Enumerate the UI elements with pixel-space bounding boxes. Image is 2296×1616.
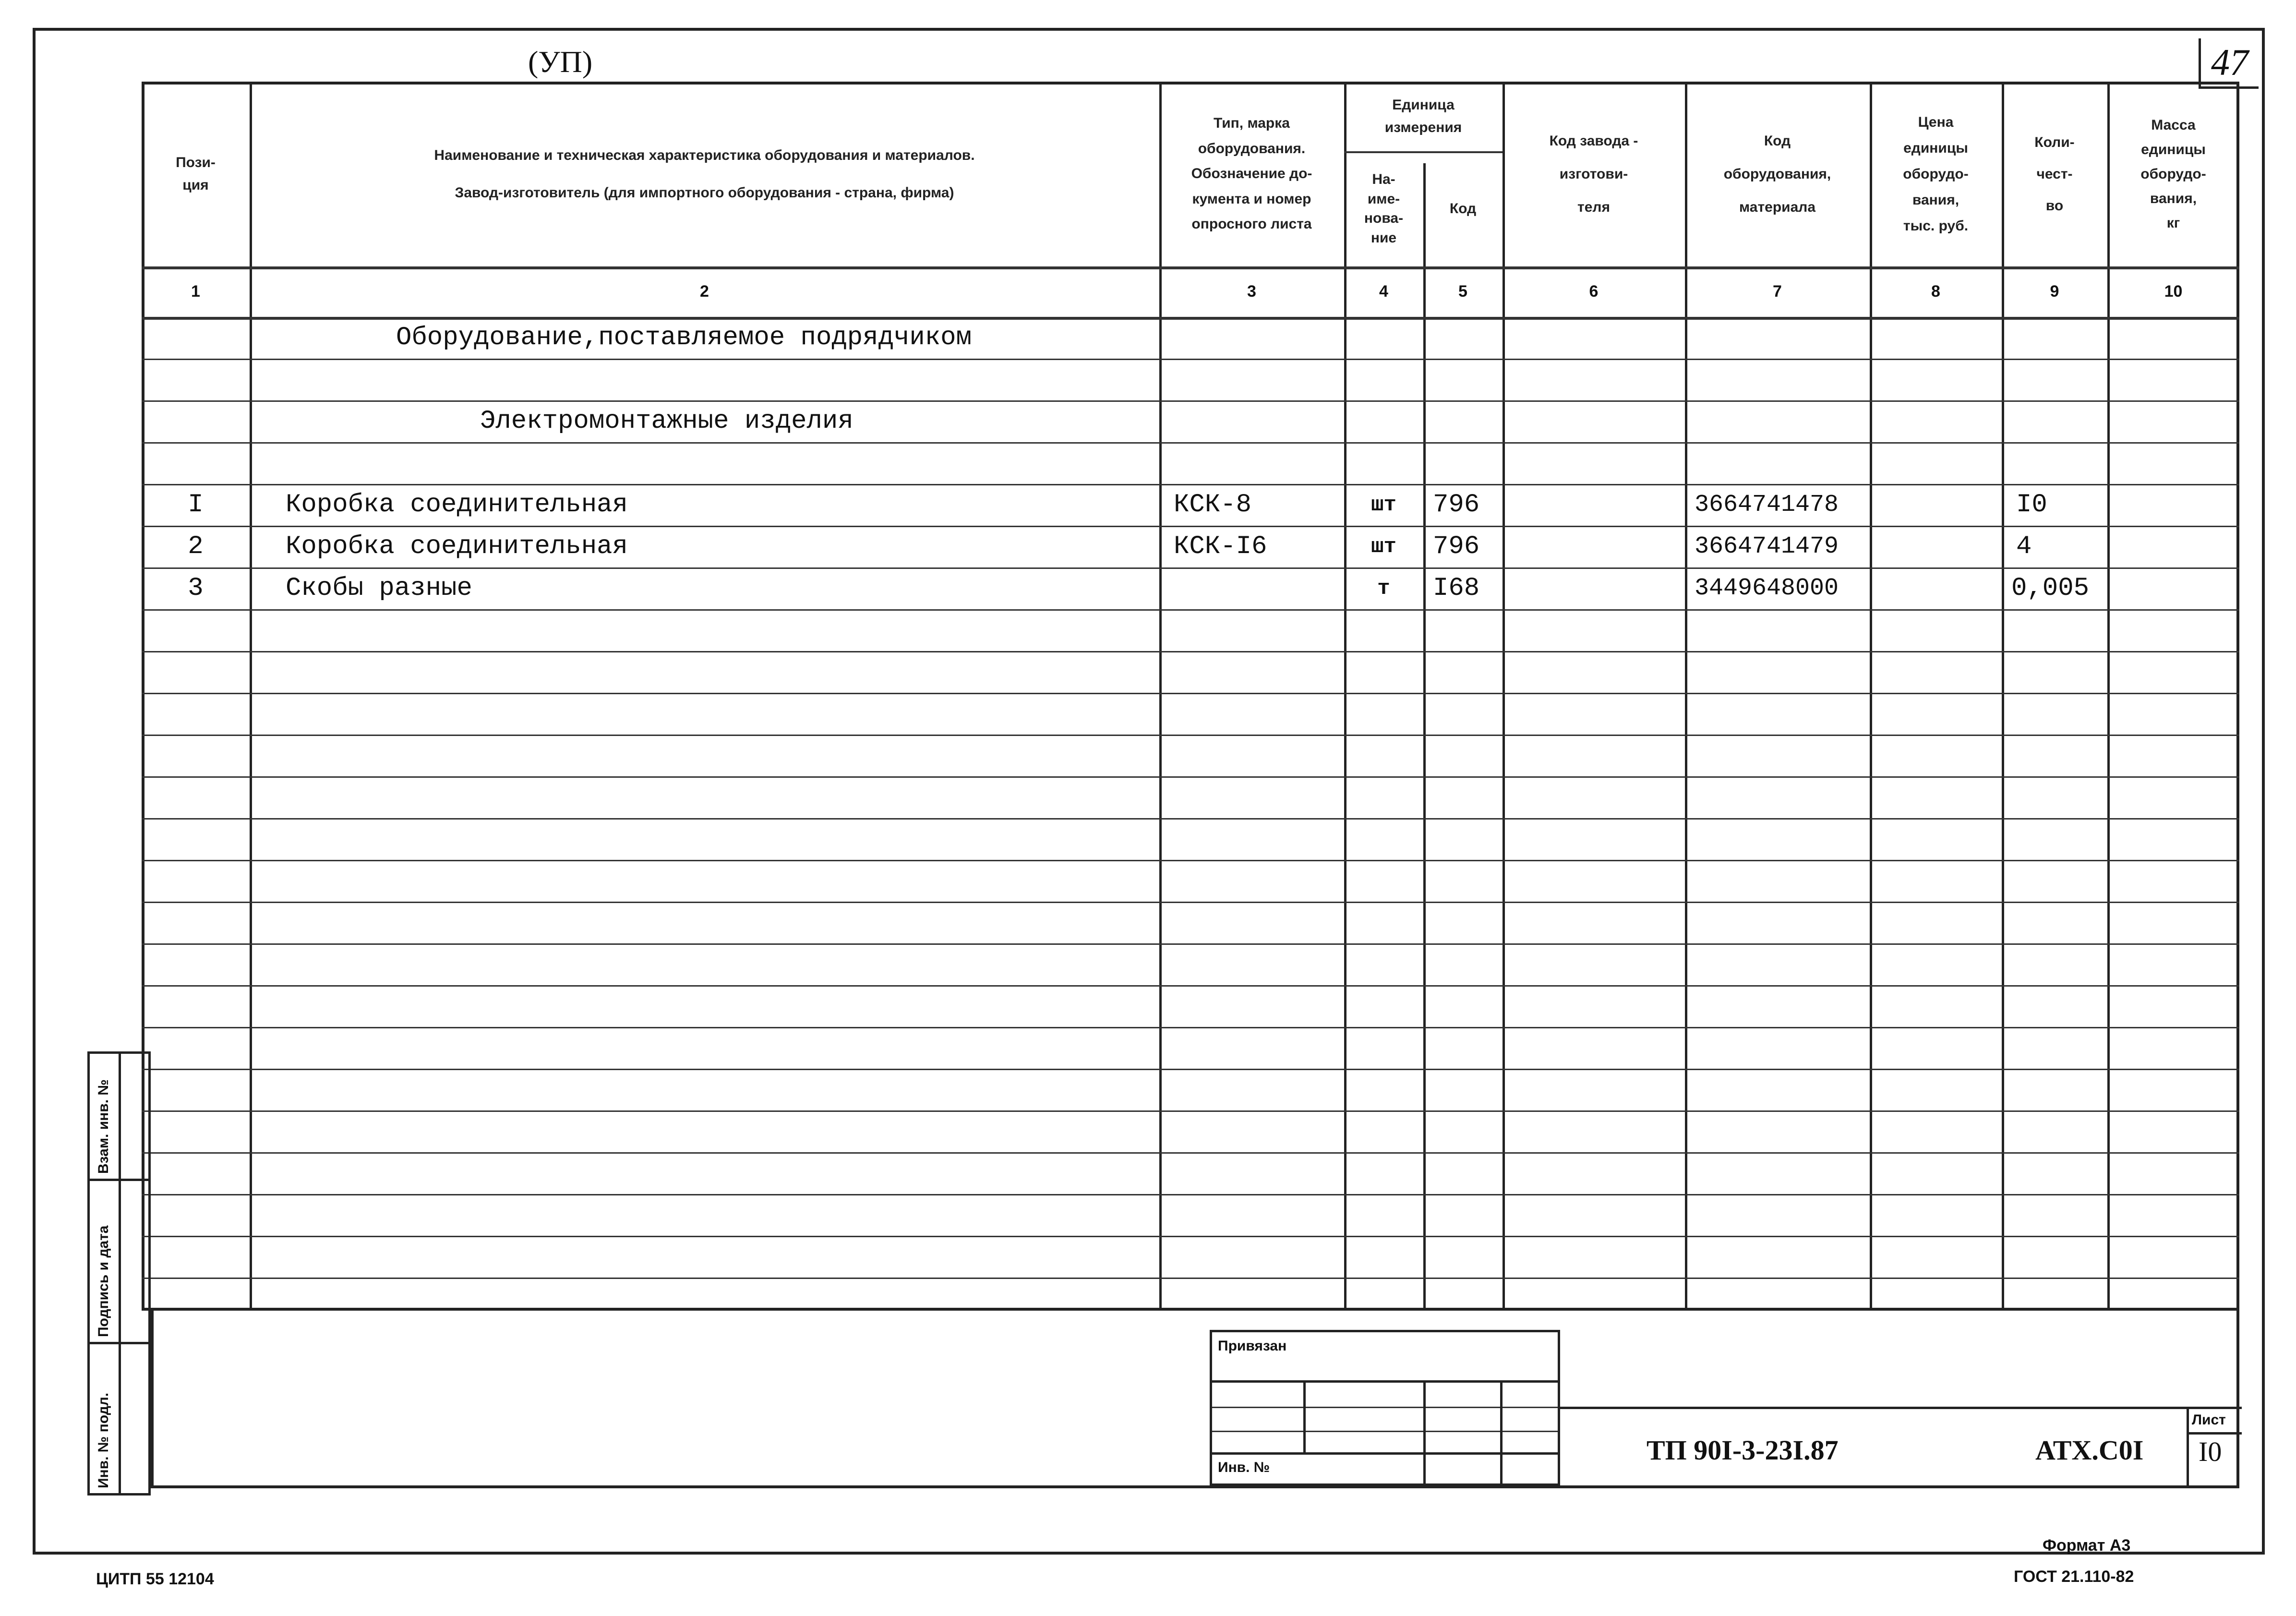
- row-line: [142, 985, 2239, 987]
- row-line: [142, 902, 2239, 903]
- side-label-original-inv: Инв. № подл.: [96, 1392, 111, 1488]
- row1-code: 3664741478: [1695, 491, 1839, 519]
- row2-quantity: 4: [2016, 532, 2032, 561]
- header-equipment-code: Код оборудования, материала: [1723, 133, 1831, 215]
- header-mass: Масса единицы оборудо- вания, кг: [2140, 117, 2206, 231]
- sheet-divider: [2189, 1432, 2242, 1435]
- row-line: [142, 1236, 2239, 1237]
- header-unit-code: Код: [1449, 200, 1477, 217]
- row1-position: I: [188, 490, 204, 519]
- row-line: [142, 1152, 2239, 1154]
- header-type: Тип, марка оборудования. Обозначение до- кумента и номер опросного листа: [1191, 115, 1312, 232]
- row2-type: КСК-I6: [1174, 532, 1267, 561]
- column-number: 4: [1379, 282, 1388, 301]
- column-number: 2: [700, 282, 709, 301]
- binding-box: [1210, 1330, 1560, 1486]
- side-label-signature-date: Подпись и дата: [96, 1225, 111, 1337]
- row3-unit: т: [1377, 576, 1390, 601]
- project-code: ТП 90I-3-23I.87: [1647, 1435, 1839, 1466]
- row3-unit-code: I68: [1433, 574, 1480, 603]
- row2-name: Коробка соединительная: [286, 532, 628, 561]
- header-quantity: Коли- чест- во: [2034, 134, 2075, 214]
- row-line: [142, 609, 2239, 611]
- row1-unit: шт: [1371, 493, 1396, 517]
- header-factory-code: Код завода - изготови- теля: [1549, 133, 1638, 215]
- row-line: [142, 359, 2239, 360]
- row1-unit-code: 796: [1433, 490, 1480, 519]
- header-unit-name: На- име- нова- ние: [1364, 171, 1404, 246]
- header-unit: Единица измерения: [1384, 97, 1462, 135]
- row-line: [142, 1069, 2239, 1070]
- column-number: 1: [191, 282, 200, 301]
- stamp-box: [1560, 1407, 2242, 1491]
- sheet-cell: [2187, 1409, 2244, 1488]
- section-title: Оборудование,поставляемое подрядчиком: [396, 323, 972, 352]
- side-divider: [119, 1054, 121, 1493]
- side-strip: [87, 1051, 151, 1495]
- row2-unit-code: 796: [1433, 532, 1480, 561]
- row-line: [142, 693, 2239, 694]
- row-line: [142, 735, 2239, 736]
- sheet-value: I0: [2199, 1436, 2222, 1467]
- column-number: 5: [1458, 282, 1467, 301]
- row-line: [142, 400, 2239, 402]
- row-line: [142, 651, 2239, 652]
- header-price: Цена единицы оборудо- вания, тыс. руб.: [1903, 114, 1969, 234]
- row-line: [142, 1194, 2239, 1195]
- section-label: (УП): [528, 45, 593, 79]
- row-line: [142, 776, 2239, 778]
- gost-label: ГОСТ 21.110-82: [2014, 1568, 2134, 1586]
- row2-code: 3664741479: [1695, 533, 1839, 560]
- bind-divider: [1212, 1431, 1558, 1432]
- row2-position: 2: [188, 532, 204, 561]
- row-line: [142, 1027, 2239, 1028]
- column-number: 3: [1247, 282, 1256, 301]
- row1-name: Коробка соединительная: [286, 490, 628, 519]
- column-number: 10: [2164, 282, 2183, 301]
- page-number: 47: [2199, 38, 2259, 89]
- column-number: 9: [2050, 282, 2059, 301]
- bind-divider: [1212, 1452, 1558, 1455]
- bind-divider: [1423, 1380, 1426, 1483]
- header-name: Наименование и техническая характеристика оборудования и материалов. Завод-изготовитель (для импортного оборудования - страна, фирма): [434, 147, 975, 201]
- row-line: [142, 1110, 2239, 1112]
- row1-type: КСК-8: [1174, 490, 1252, 519]
- side-label-replaced-inv: Взам. инв. №: [96, 1079, 111, 1174]
- document-code: АТХ.С0I: [2035, 1435, 2144, 1466]
- row3-quantity: 0,005: [2011, 574, 2090, 603]
- row-line: [142, 818, 2239, 820]
- column-number: 8: [1931, 282, 1940, 301]
- row-line: [142, 860, 2239, 861]
- bind-divider: [1212, 1407, 1558, 1408]
- row3-code: 3449648000: [1695, 575, 1839, 602]
- bind-divider: [1500, 1380, 1503, 1483]
- specification-table: [142, 82, 2239, 1311]
- row-line: [142, 1278, 2239, 1279]
- bind-divider: [1212, 1380, 1558, 1383]
- row1-quantity: I0: [2016, 490, 2047, 519]
- col-divider: [1423, 163, 1426, 1311]
- row3-name: Скобы разные: [286, 574, 472, 603]
- header-position: Пози- ция: [176, 155, 216, 193]
- row-line: [142, 442, 2239, 444]
- bound-label: Привязан: [1218, 1338, 1287, 1354]
- subsection-title: Электромонтажные изделия: [480, 407, 853, 436]
- bind-divider: [1303, 1380, 1306, 1452]
- row2-unit: шт: [1371, 534, 1396, 559]
- format-label: Формат А3: [2043, 1536, 2131, 1555]
- row3-position: 3: [188, 574, 204, 603]
- print-code: ЦИТП 55 12104: [96, 1570, 214, 1588]
- sheet-label: Лист: [2192, 1412, 2226, 1428]
- inv-label: Инв. №: [1218, 1459, 1270, 1475]
- column-number: 7: [1773, 282, 1782, 301]
- column-number: 6: [1589, 282, 1599, 301]
- row-line: [142, 943, 2239, 945]
